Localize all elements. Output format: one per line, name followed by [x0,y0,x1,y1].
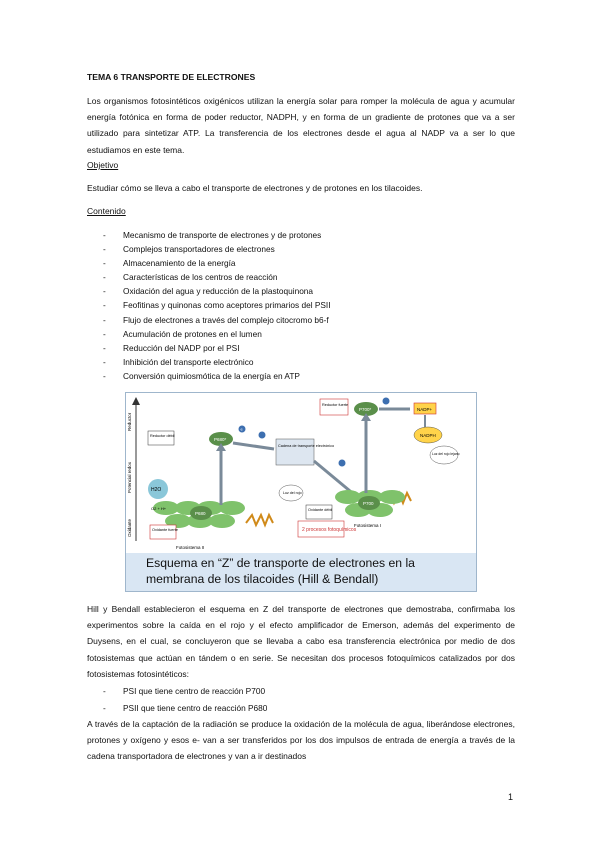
list-item: - Complejos transportadores de electrones [103,242,331,256]
nadp-label: NADP+ [417,407,433,412]
electron-icon [339,460,346,467]
ps2-label: Fotosistema II [176,545,205,550]
list-item: - Conversión quimiosmótica de la energía en ATP [103,369,331,383]
p700s-label: P700* [359,407,372,412]
ps1-label: Fotosistema I [354,523,382,528]
z-scheme-figure [125,392,477,592]
electron-chain-box [276,439,314,465]
electron-icon [383,398,390,405]
contenido-heading: Contenido [87,206,126,216]
list-item: - Oxidación del agua y reducción de la plastoquinona [103,284,331,298]
photosystem-list [103,683,267,717]
oxidante-fuerte-label: Oxidante fuerte [152,528,178,532]
axis-label: Potencial redox [127,461,132,493]
oxidante-debil-label: Oxidante débil [308,508,333,512]
reductor-fuerte-label: Reductor fuerte [322,403,349,407]
o2-label: O2 + H+ [151,506,167,511]
h2o-label: H2O [151,487,162,493]
electron-label: e [240,426,243,432]
list-item: - Reducción del NADP por el PSI [103,341,331,355]
list-item: - Flujo de electrones a través del complejo citocromo b6-f [103,313,331,327]
z-scheme-diagram [126,393,476,553]
procesos-label: 2 procesos fotoquímicos [302,527,357,533]
list-item: - Mecanismo de transporte de electrones y de protones [103,228,331,242]
list-item: - Inhibición del transporte electrónico [103,355,331,369]
membrane-ellipse [219,501,245,515]
oxidante-axis-label: Oxidante [127,518,132,537]
p700-label: P700 [363,501,374,506]
page-number: 1 [508,792,514,802]
list-item: - Almacenamiento de la energía [103,256,331,270]
cadena-label: Cadena de transporte electrónico [278,444,335,448]
nadph-label: NADPH [420,433,436,438]
caption-line: Esquema en “Z” de transporte de electrones en la [146,556,415,570]
list-item: - Feofitinas y quinonas como aceptores primarios del PSII [103,298,331,312]
list-item: - Acumulación de protones en el lumen [103,327,331,341]
document-title: TEMA 6 TRANSPORTE DE ELECTRONES [87,72,256,82]
membrane-ellipse [379,490,405,504]
objetivo-text: Estudiar cómo se lleva a cabo el transporte de electrones y de protones en los tilacoides. [87,183,423,193]
contenido-list [103,228,331,383]
list-item: - Características de los centros de reacción [103,270,331,284]
hill-paragraph: Hill y Bendall establecieron el esquema en Z del transporte de electrones que demostraba, confirmaba los experimentos sobre la caída en el rojo y el efecto amplificador de Emerson, además del experimento de Duysens, en el cual, se concluyeron que se llevaba a cabo esa transferencia electrónica por medio de dos fotosistemas que actúan en tándem o en serie. Se necesitan dos procesos fotoquímicos catalizados por dos fotosistemas fotosintéticos: [87,604,515,679]
final-paragraph: A través de la captación de la radiación se produce la oxidación de la molécula de agua, liberándose electrones, protones y oxígeno y esos e- van a ser transferidos por los dos impulsos de entrada de energía a través de la cadena transportadora de electrones y van a ir destinados [87,719,515,762]
reductor-axis-label: Reductor [127,412,132,431]
luz-rojo-lejano-label: Luz del rojo lejano [432,452,460,456]
reductor-fuerte-box [320,399,348,415]
caption-line: membrana de los tilacoides (Hill & Bendall) [146,572,379,586]
list-item: - PSII que tiene centro de reacción P680 [103,700,267,717]
reductor-debil-label: Reductor débil [150,434,175,438]
luz-rojo-label: Luz del rojo [283,491,302,495]
intro-paragraph: Los organismos fotosintéticos oxigénicos utilizan la energía solar para romper la molécula de agua y acumular energía fotónica en forma de poder reductor, NADPH, y en forma de un gradiente de protones que va a ser utilizado para sintetizar ATP. La transferencia de los electrones desde el agua al NADP va a ser lo que estudiamos en este tema. [87,96,515,155]
objetivo-heading: Objetivo [87,160,119,170]
p680-label: P680 [195,511,206,516]
list-item: - PSI que tiene centro de reacción P700 [103,683,267,700]
p680s-label: P680* [214,437,227,442]
membrane-ellipse [209,514,235,528]
figure-caption [146,555,415,587]
electron-icon [259,432,266,439]
